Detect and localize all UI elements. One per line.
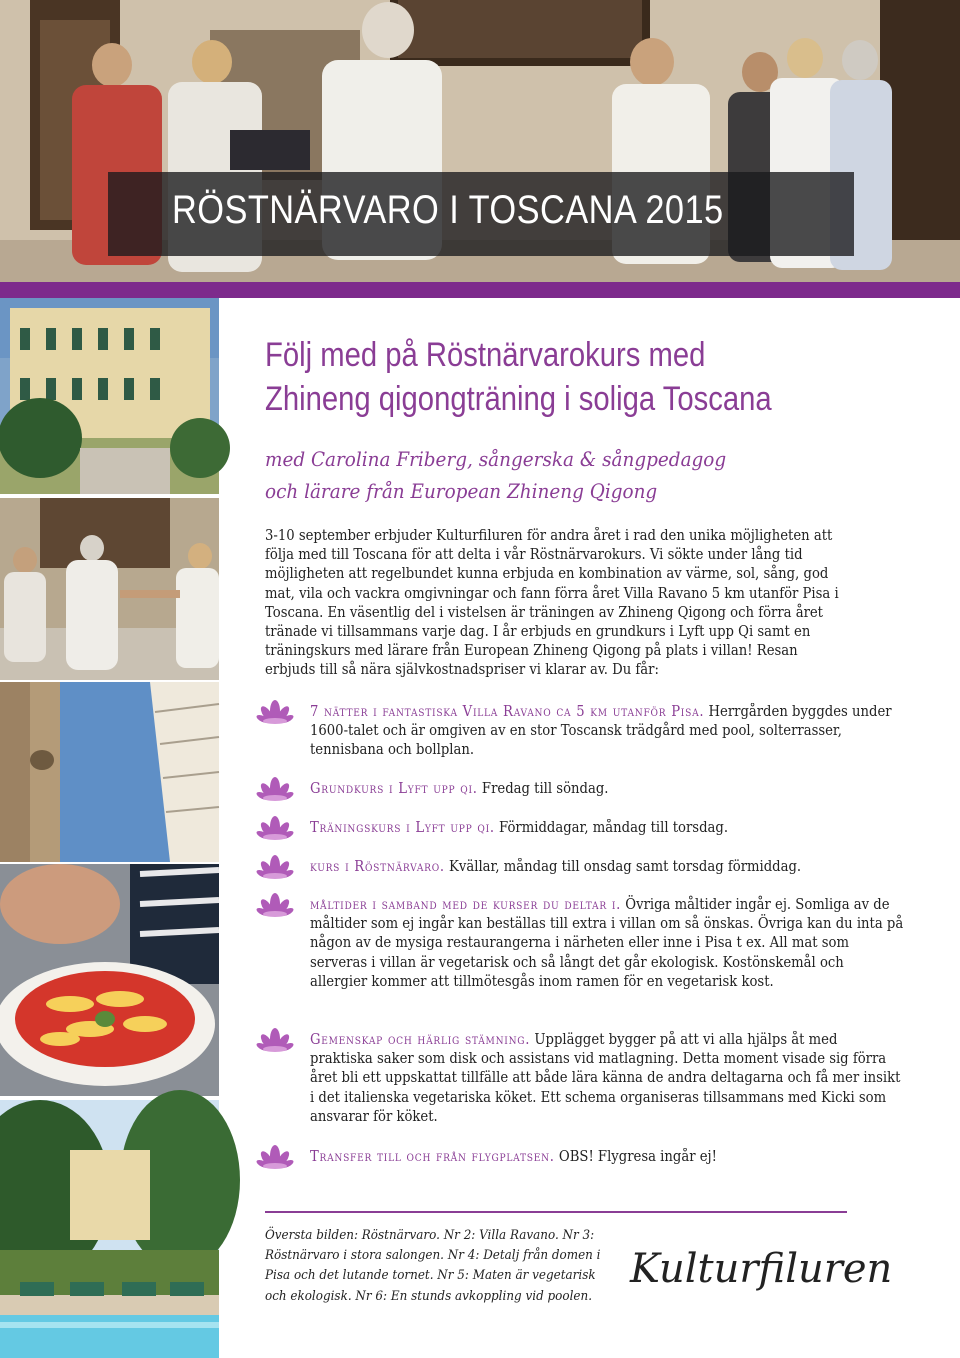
photo-villa-ravano: [0, 298, 219, 494]
page-title: RÖSTNÄRVARO I TOSCANA 2015: [172, 188, 724, 232]
photo-salon-training: [0, 498, 219, 680]
headline-line-1: Följ med på Röstnärvarokurs med: [265, 336, 706, 374]
lotus-icon: [258, 892, 292, 922]
item-text: Förmiddagar, måndag till torsdag.: [494, 820, 729, 836]
item-heading: Transfer till och från flygplatsen.: [310, 1149, 555, 1165]
headline: [265, 333, 781, 421]
byline-line-2: och lärare från European Zhineng Qigong: [265, 479, 658, 503]
item-heading: 7 nätter i fantastiska Villa Ravano ca 5 km utanför Pisa.: [310, 704, 705, 720]
hero-photo: [0, 0, 960, 282]
item-heading: kurs i Röstnärvaro.: [310, 859, 445, 875]
item-heading: Grundkurs i Lyft upp qi.: [310, 781, 478, 797]
byline: [265, 443, 726, 507]
lotus-icon: [258, 1144, 292, 1174]
photo-caption: Översta bilden: Röstnärvaro. Nr 2: Villa Ravano. Nr 3: Röstnärvaro i stora salongen. Nr 4: Detalj från domen i Pisa och det lutande tornet. Nr 5: Maten är vegetarisk och ekologisk. Nr 6: En stunds avkoppling vid poolen.: [265, 1228, 601, 1304]
item-heading: måltider i samband med de kurser du deltar i.: [310, 897, 622, 913]
logo-wordmark: [630, 1236, 893, 1296]
intro-paragraph: 3-10 september erbjuder Kulturfiluren för andra året i rad den unika möjligheten att följa med till Toscana för att delta i vår Röstnärvarokurs. Vi sökte under lång tid möjligheten att regelbundet kunna erbjuda en kombination av värme, sol, sång, god mat, vila och vackra omgivningar och fann förra året Villa Ravano 5 km utanför Pisa i Toscana. En väsentlig del i vistelsen är träningen av Zhineng Qigong och förra året tränade vi tillsammans varje dag. I år erbjuds en grundkurs i Lyft upp Qi samt en träningskurs med lärare från European Zhineng Qigong på plats i villan! Resan erbjuds till så nära självkostnadspriser vi klarar av. Du får:: [265, 528, 839, 679]
kulturfiluren-logo: [630, 1236, 893, 1296]
logo-text: Kulturfiluren: [630, 1246, 893, 1292]
item-text: Fredag till söndag.: [477, 781, 609, 797]
lotus-icon: [258, 854, 292, 884]
item-text: Kvällar, måndag till onsdag samt torsdag förmiddag.: [444, 859, 802, 875]
footer-divider: [265, 1211, 847, 1213]
item-heading: Träningskurs i Lyft upp qi.: [310, 820, 495, 836]
accent-bar: [0, 282, 960, 298]
item-text: OBS! Flygresa ingår ej!: [554, 1149, 717, 1165]
lotus-icon: [258, 1027, 292, 1057]
lotus-icon: [258, 815, 292, 845]
item-text: Herrgården byggdes under 1600-talet och är omgiven av en stor Toscansk trädgård med pool, solterrasser, tennisbana och bollplan.: [310, 704, 892, 759]
photo-pisa-tower: [0, 682, 219, 862]
item-text: Övriga måltider ingår ej. Somliga av de måltider som ej ingår kan beställas till extra i villan om så önskas. Övriga kan du inta på någon av de mysiga restaurangerna i närheten eller inne i Pisa t ex. All mat som serveras i villan är vegetarisk och så långt det går ekologisk. Kostönskemål och allergier kommer att tillmötesgås inom ramen för en vegetarisk kost.: [310, 897, 904, 990]
photo-vegetarian-food: [0, 864, 219, 1096]
lotus-icon: [258, 699, 292, 729]
headline-line-2: Zhineng qigongträning i soliga Toscana: [265, 380, 772, 418]
item-text: Upplägget bygger på att vi alla hjälps åt med praktiska saker som disk och assistans vid matlagning. Detta moment visade sig förra året bli ett uppskattat tillfälle att både lära känna de andra deltagarna och få mer insikt i det italienska vegetariska köket. Ett schema organiseras tillsammans med Kicki som ansvarar för köket.: [310, 1032, 901, 1125]
byline-line-1: med Carolina Friberg, sångerska & sångpedagog: [265, 447, 727, 471]
photo-pool-relaxation: [0, 1100, 219, 1358]
lotus-icon: [258, 776, 292, 806]
item-heading: Gemenskap och härlig stämning.: [310, 1032, 531, 1048]
